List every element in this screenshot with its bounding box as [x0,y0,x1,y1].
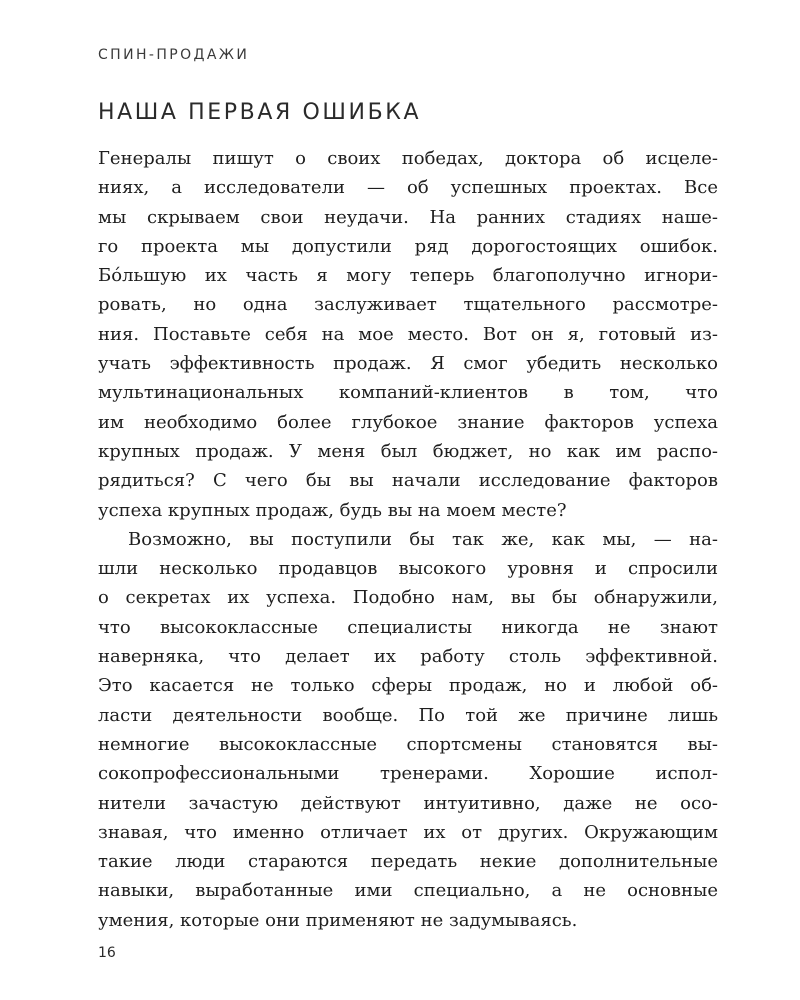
text-line: им необходимо более глубокое знание факторов успеха [98,411,718,433]
text-line: мы скрываем свои неудачи. На ранних стадиях наше- [98,206,718,228]
text-line: го проекта мы допустили ряд дорогостоящих ошибок. [98,235,718,257]
text-line: ровать, но одна заслуживает тщательного рассмотре- [98,294,718,316]
text-line: что высококлассные специалисты никогда не знают [98,616,718,638]
text-line: Это касается не только сферы продаж, но и любой об- [98,675,718,697]
page-number: 16 [98,945,116,961]
text-line: Генералы пишут о своих победах, доктора об исцеле- [98,148,718,169]
running-head: СПИН-ПРОДАЖИ [98,47,250,63]
text-line: мультинациональных компаний-клиентов в том, что [98,382,718,404]
text-line: наверняка, что делает их работу столь эффективной. [98,646,718,668]
text-line: навыки, выработанные ими специально, а не основные [98,880,718,902]
text-line: учать эффективность продаж. Я смог убедить несколько [98,353,718,375]
text-line: ниях, а исследователи — об успешных проектах. Все [98,177,718,199]
paragraph-2 [98,525,718,935]
text-line: нители зачастую действуют интуитивно, даже не осо- [98,792,718,814]
text-line: Бóльшую их часть я могу теперь благополучно игнори- [98,265,718,287]
text-line: немногие высококлассные спортсмены становятся вы- [98,733,718,755]
text-line: успеха крупных продаж, будь вы на моем месте? [98,499,567,521]
text-line: рядиться? С чего бы вы начали исследование факторов [98,470,718,492]
text-line: ласти деятельности вообще. По той же причине лишь [98,704,718,726]
section-title: НАША ПЕРВАЯ ОШИБКА [98,100,422,125]
text-line: о секретах их успеха. Подобно нам, вы бы обнаружили, [98,587,718,609]
paragraph-1 [98,144,718,525]
text-line: умения, которые они применяют не задумываясь. [98,909,578,931]
text-line: сокопрофессиональными тренерами. Хорошие испол- [98,763,718,785]
text-line: шли несколько продавцов высокого уровня и спросили [98,558,718,580]
text-line: крупных продаж. У меня был бюджет, но как им распо- [98,440,718,462]
text-line: такие люди стараются передать некие дополнительные [98,851,718,873]
body-text [98,144,718,935]
text-line: Возможно, вы поступили бы так же, как мы, — на- [128,528,718,550]
text-line: ния. Поставьте себя на мое место. Вот он я, готовый из- [98,323,718,345]
text-line: знавая, что именно отличает их от других. Окружающим [98,821,718,843]
